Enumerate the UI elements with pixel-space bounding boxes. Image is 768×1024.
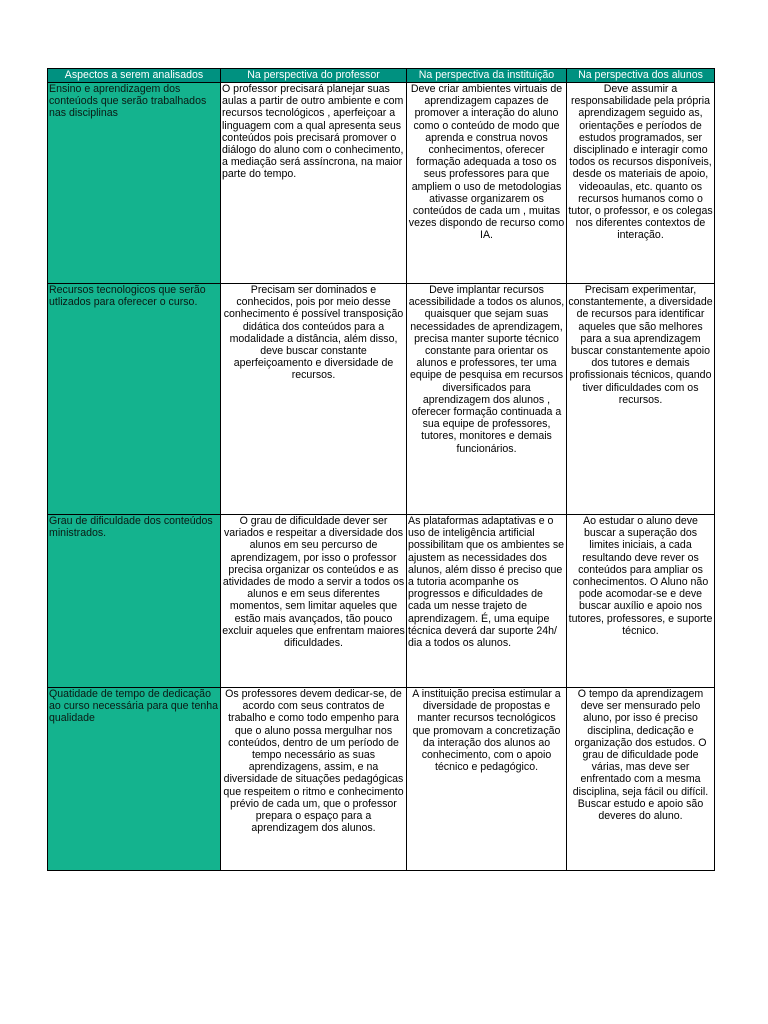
professor-cell: O grau de dificuldade dever ser variados e respeitar a diversidade dos alunos em seu percurso de aprendizagem, por isso o professor precisa organizar os conteúdos e as atividades de modo a servir a todos os alunos e em seus diferentes momentos, sem limitar aqueles que estão mais avançados, tão pouco excluir aqueles que enfrentam maiores dificuldades. (221, 515, 407, 688)
header-aspects: Aspectos a serem analisados (48, 69, 221, 83)
professor-cell: Os professores devem dedicar-se, de acordo com seus contratos de trabalho e como todo empenho para que o aluno possa mergulhar nos conteúdos, dentro de um período de tempo necessário as suas aprendizagens, assim, e na diversidade de situações pedagógicas que respeitem o ritmo e conhecimento prévio de cada um, que o professor prepara o espaço para a aprendizagem dos alunos. (221, 688, 407, 871)
institution-cell: As plataformas adaptativas e o uso de inteligência artificial possibilitam que os ambientes se ajustem as necessidades dos alunos, além disso é preciso que a tutoria acompanhe os progressos e dificuldades de cada um nesse trajeto de aprendizagem. É, uma equipe técnica deverá dar suporte 24h/ dia a todos os alunos. (407, 515, 567, 688)
aspect-cell: Ensino e aprendizagem dos conteúods que serão trabalhados nas disciplinas (48, 83, 221, 284)
header-row (48, 69, 715, 83)
institution-cell: Deve criar ambientes virtuais de aprendizagem capazes de promover a interação do aluno como o conteúdo de modo que aprenda e construa novos conhecimentos, oferecer formação adequada a toso os seus professores para que ampliem o uso de metodologias ativasse organizarem os conteúdos de cada um , muitas vezes dispondo de recurso como IA. (407, 83, 567, 284)
students-cell: Ao estudar o aluno deve buscar a superação dos limites iniciais, a cada resultando deve rever os conteúdos para ampliar os conhecimentos. O Aluno não pode acomodar-se e deve buscar auxílio e apoio nos tutores, professores, e suporte técnico. (567, 515, 715, 688)
aspect-cell: Quatidade de tempo de dedicação ao curso necessária para que tenha qualidade (48, 688, 221, 871)
institution-cell: A instituição precisa estimular a diversidade de propostas e manter recursos tecnológicos que promovam a concretização da interação dos alunos ao conhecimento, com o apoio técnico e pedagógico. (407, 688, 567, 871)
students-cell: O tempo da aprendizagem deve ser mensurado pelo aluno, por isso é preciso disciplina, dedicação e organização dos estudos. O grau de dificuldade pode várias, mas deve ser enfrentado com a mesma disciplina, seja fácil ou difícil. Buscar estudo e apoio são deveres do aluno. (567, 688, 715, 871)
aspect-cell: Recursos tecnologicos que serão utlizados para oferecer o curso. (48, 284, 221, 515)
table-row (48, 688, 715, 871)
header-professor: Na perspectiva do professor (221, 69, 407, 83)
students-cell: Deve assumir a responsabilidade pela própria aprendizagem seguido as, orientações e períodos de estudos programados, ser disciplinado e interagir como todos os recursos disponíveis, desde os materiais de apoio, videoaulas, etc. quanto os recursos humanos como o tutor, o professor, e os colegas nos diferentes contextos de interação. (567, 83, 715, 284)
table-row (48, 83, 715, 284)
institution-cell: Deve implantar recursos acessibilidade a todos os alunos, quaisquer que sejam suas necessidades de aprendizagem, precisa manter suporte técnico constante para orientar os alunos e professores, ter uma equipe de pesquisa em recursos diversificados para aprendizagem dos alunos , oferecer formação continuada a sua equipe de professores, tutores, monitores e demais funcionários. (407, 284, 567, 515)
header-institution: Na perspectiva da instituição (407, 69, 567, 83)
professor-cell: Precisam ser dominados e conhecidos, pois por meio desse conhecimento é possível transposição didática dos conteúdos para a modalidade a distância, além disso, deve buscar constante aperfeiçoamento e diversidade de recursos. (221, 284, 407, 515)
table-row (48, 515, 715, 688)
analysis-table (47, 68, 715, 871)
table-row (48, 284, 715, 515)
professor-cell: O professor precisará planejar suas aulas a partir de outro ambiente e com recursos tecnológicos , aperfeiçoar a linguagem com a qual apresenta seus conteúdos pois precisará promover o diálogo do aluno com o conhecimento, a mediação será assíncrona, na maior parte do tempo. (221, 83, 407, 284)
header-students: Na perspectiva dos alunos (567, 69, 715, 83)
aspect-cell: Grau de dificuldade dos conteúdos ministrados. (48, 515, 221, 688)
students-cell: Precisam experimentar, constantemente, a diversidade de recursos para identificar aqueles que são melhores para a sua aprendizagem buscar constantemente apoio dos tutores e demais profissionais técnicos, quando tiver dificuldades com os recursos. (567, 284, 715, 515)
